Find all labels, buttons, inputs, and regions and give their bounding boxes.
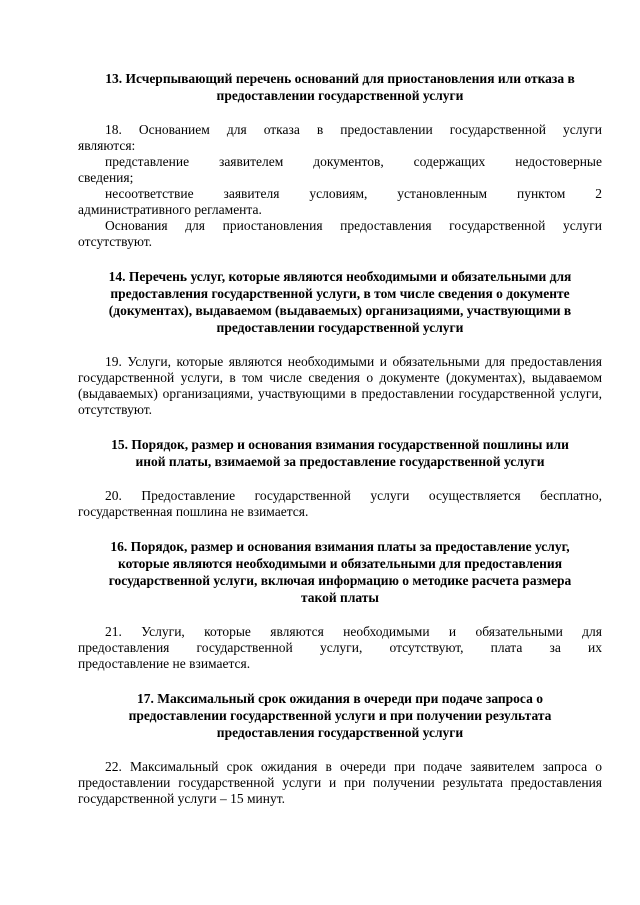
paragraph-21-tail: предоставление не взимается. (78, 656, 251, 671)
list-item-1-tail: сведения; (78, 170, 134, 185)
section-17-heading (78, 690, 602, 741)
heading-line: предоставлении государственной услуги и при получении результата (128, 708, 552, 723)
section-16-heading (78, 538, 602, 606)
section-15-heading (78, 436, 602, 470)
list-item-2-tail: административного регламента. (78, 202, 262, 217)
paragraph-20: 20. Предоставление государственной услуги осуществляется бесплатно, государственная пошлина не взимается. (78, 488, 602, 519)
heading-line: 14. Перечень услуг, которые являются необходимыми и обязательными для (108, 269, 572, 284)
heading-line: 15. Порядок, размер и основания взимания государственной пошлины или (111, 437, 569, 452)
heading-line: 13. Исчерпывающий перечень оснований для приостановления или отказа в (105, 71, 575, 86)
paragraph-21-line: предоставления государственной услуги, отсутствуют, плата за их (78, 640, 602, 655)
heading-line: предоставления государственной услуги, в том числе сведения о документе (110, 286, 570, 301)
paragraph-19: 19. Услуги, которые являются необходимыми и обязательными для предоставления государственной услуги, в том числе сведения о документе (документах), выдаваемом (выдаваемых) организациями, участвующими в предоставлении государственной услуги, отсутствуют. (78, 354, 602, 417)
paragraph-suspension: Основания для приостановления предоставления государственной услуги отсутствуют. (78, 218, 602, 249)
heading-line: 16. Порядок, размер и основания взимания платы за предоставление услуг, (110, 539, 570, 554)
heading-line: (документах), выдаваемом (выдаваемых) организациями, участвующими в (108, 303, 572, 318)
heading-line: иной платы, взимаемой за предоставление государственной услуги (135, 454, 545, 469)
paragraph-21-line: 21. Услуги, которые являются необходимыми и обязательными для (105, 624, 602, 639)
section-13-heading (78, 70, 602, 104)
paragraph-18-tail: являются: (78, 138, 136, 153)
paragraph-22: 22. Максимальный срок ожидания в очереди при подаче заявителем запроса о предоставлении государственной услуги и при получении результата предоставления государственной услуги – 15 минут. (78, 759, 602, 806)
heading-line: предоставлении государственной услуги (216, 88, 464, 103)
heading-line: государственной услуги, включая информацию о методике расчета размера (108, 573, 572, 588)
heading-line: такой платы (301, 590, 379, 605)
heading-line: 17. Максимальный срок ожидания в очереди при подаче запроса о (137, 691, 543, 706)
paragraph-18-line: 18. Основанием для отказа в предоставлении государственной услуги (105, 122, 602, 137)
list-item-1-line: представление заявителем документов, содержащих недостоверные (105, 154, 602, 169)
list-item-2-line: несоответствие заявителя условиям, установленным пунктом 2 (105, 186, 602, 201)
heading-line: которые являются необходимыми и обязательными для предоставления (117, 556, 563, 571)
section-14-heading (78, 268, 602, 336)
heading-line: предоставлении государственной услуги (216, 320, 464, 335)
heading-line: предоставления государственной услуги (216, 725, 464, 740)
page-content (78, 70, 602, 807)
